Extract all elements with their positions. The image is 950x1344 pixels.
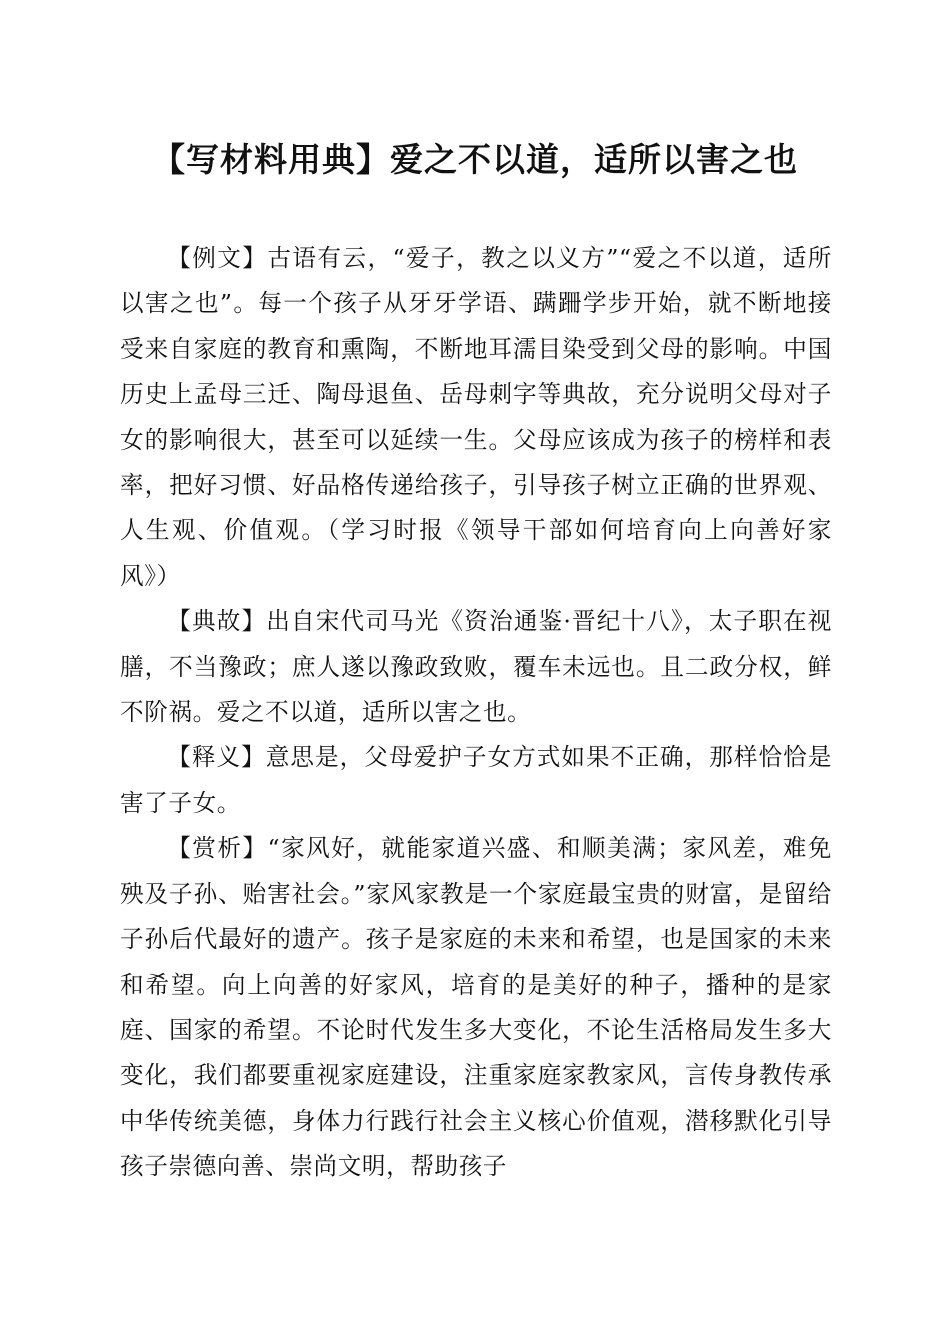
paragraph-tag-appreciation: 【赏析】: [167, 834, 268, 863]
paragraph-appreciation: [120, 826, 832, 1189]
paragraph-meaning: [120, 735, 832, 826]
paragraph-tag-example: 【例文】: [167, 244, 268, 272]
paragraph-text-appreciation: “家风好，就能家道兴盛、和顺美满；家风差，难免殃及子孙、贻害社会。”家风家教是一个家庭最宝贵的财富，是留给子孙后代最好的遗产。孩子是家庭的未来和希望，也是国家的未来和希望。向上向善的好家风，培育的是美好的种子，播种的是家庭、国家的希望。不论时代发生多大变化，不论生活格局发生多大变化，我们都要重视家庭建设，注重家庭家教家风，言传身教传承中华传统美德，身体力行践行社会主义核心价值观，潜移默化引导孩子崇德向善、崇尚文明，帮助孩子: [120, 834, 832, 1181]
paragraph-allusion: [120, 599, 832, 735]
paragraph-text-meaning: 意思是，父母爱护子女方式如果不正确，那样恰恰是害了子女。: [120, 743, 832, 817]
document-body: [120, 236, 832, 1190]
document-title: 【写材料用典】爱之不以道，适所以害之也: [152, 140, 798, 179]
paragraph-example: [120, 236, 832, 599]
paragraph-tag-meaning: 【释义】: [167, 743, 266, 772]
paragraph-text-allusion: 出自宋代司马光《资治通鉴·晋纪十八》，太子职在视膳，不当豫政；庶人遂以豫政致败，覆车未远也。且二政分权，鲜不阶祸。爱之不以道，适所以害之也。: [120, 607, 832, 727]
paragraph-tag-allusion: 【典故】: [167, 607, 267, 636]
paragraph-text-example: 古语有云，“爱子，教之以义方”“爱之不以道，适所以害之也”。每一个孩子从牙牙学语、蹒跚学步开始，就不断地接受来自家庭的教育和熏陶，不断地耳濡目染受到父母的影响。中国历史上孟母三迁、陶母退鱼、岳母刺字等典故，充分说明父母对子女的影响很大，甚至可以延续一生。父母应该成为孩子的榜样和表率，把好习惯、好品格传递给孩子，引导孩子树立正确的世界观、人生观、价值观。（学习时报《领导干部如何培育向上向善好家风》）: [120, 244, 832, 590]
